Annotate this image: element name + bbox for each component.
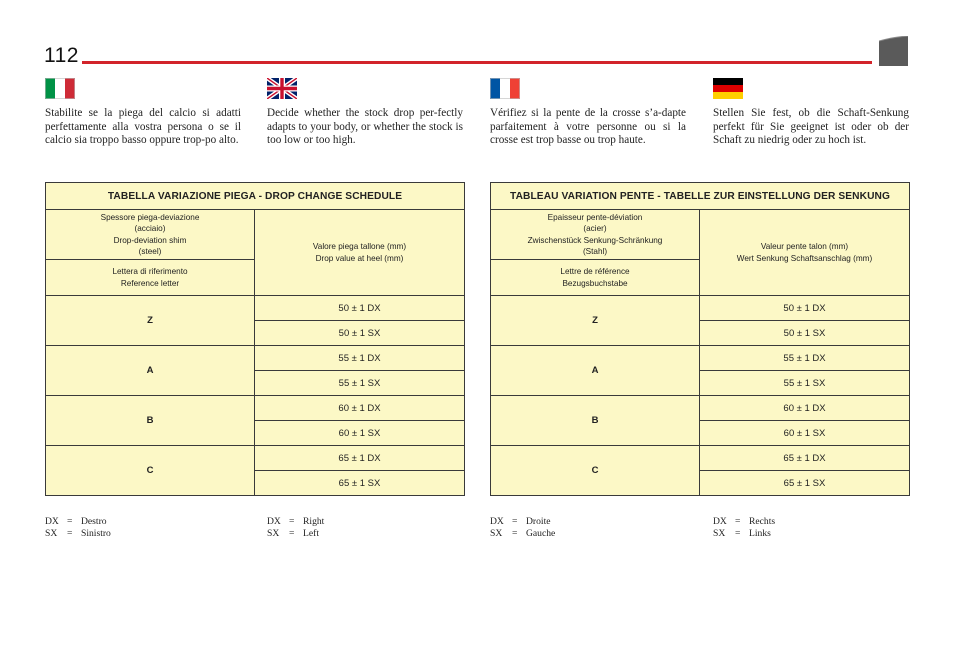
table-row [491, 396, 910, 421]
legend-abbr: SX [45, 528, 58, 539]
legend-equals: = [289, 516, 295, 527]
uk-flag-icon [267, 78, 297, 99]
drop-change-table-fr-de [490, 182, 910, 496]
drop-value: 50 ± 1 SX [700, 321, 910, 346]
legend-abbr: DX [490, 516, 504, 527]
legend-meaning: Gauche [526, 528, 556, 539]
value-header-line: Wert Senkung Schaftsanschlag (mm) [736, 253, 873, 263]
table-row [46, 346, 465, 371]
table-row [491, 296, 910, 321]
reference-header-line: Lettre de référence [560, 267, 630, 276]
reference-header-line: Reference letter [120, 278, 180, 288]
legend-meaning: Sinistro [81, 528, 111, 539]
legend-abbr: DX [45, 516, 59, 527]
legend-german [713, 516, 775, 540]
reference-letter: A [491, 346, 700, 396]
reference-letter: Z [491, 296, 700, 346]
corner-tab-icon [879, 36, 908, 66]
value-header [255, 210, 465, 296]
table-row [491, 346, 910, 371]
italian-flag-icon [45, 78, 75, 99]
value-header [700, 210, 910, 296]
legend-abbr: SX [713, 528, 726, 539]
legend-meaning: Droite [526, 516, 551, 527]
reference-letter: C [46, 446, 255, 496]
legend-meaning: Links [749, 528, 771, 539]
value-header-line: Valore piega tallone (mm) [312, 242, 407, 251]
legend-abbr: DX [267, 516, 281, 527]
table-row [46, 296, 465, 321]
table-row [491, 446, 910, 471]
shim-header-line: Epaisseur pente-déviation [547, 212, 643, 222]
table-row [46, 446, 465, 471]
drop-value: 55 ± 1 SX [700, 371, 910, 396]
shim-header-line: (acier) [583, 224, 607, 233]
reference-letter-header [491, 260, 700, 296]
reference-letter: A [46, 346, 255, 396]
reference-header-line: Bezugsbuchstabe [562, 278, 628, 288]
intro-text-german: Stellen Sie fest, ob die Schaft-Senkung perfekt für Sie geeignet ist oder ob der Schaft zu niedrig oder zu hoch ist. [713, 107, 909, 147]
value-header-line: Valeur pente talon (mm) [760, 242, 849, 251]
drop-value: 60 ± 1 SX [255, 421, 465, 446]
table-title: TABLEAU VARIATION PENTE - TABELLE ZUR EINSTELLUNG DER SENKUNG [491, 183, 910, 210]
legend-meaning: Right [303, 516, 325, 527]
table-title: TABELLA VARIAZIONE PIEGA - DROP CHANGE SCHEDULE [46, 183, 465, 210]
reference-letter: C [491, 446, 700, 496]
legend-equals: = [735, 528, 741, 539]
legend-meaning: Left [303, 528, 319, 539]
reference-letter-header [46, 260, 255, 296]
value-header-line: Drop value at heel (mm) [315, 253, 404, 263]
reference-header-line: Lettera di riferimento [112, 267, 188, 276]
legend-abbr: SX [490, 528, 503, 539]
drop-value: 60 ± 1 DX [255, 396, 465, 421]
legend-italian [45, 516, 111, 540]
legend-equals: = [512, 516, 518, 527]
legend-abbr: DX [713, 516, 727, 527]
header-rule [82, 61, 872, 64]
french-flag-icon [490, 78, 520, 99]
drop-value: 65 ± 1 DX [700, 446, 910, 471]
drop-value: 55 ± 1 DX [700, 346, 910, 371]
shim-header-line: (Stahl) [582, 247, 608, 256]
legend-english [267, 516, 324, 540]
legend-equals: = [67, 528, 73, 539]
drop-value: 60 ± 1 DX [700, 396, 910, 421]
shim-header-line: Spessore piega-deviazione [100, 212, 200, 222]
legend-equals: = [67, 516, 73, 527]
drop-value: 65 ± 1 DX [255, 446, 465, 471]
page-number: 112 [44, 44, 79, 67]
intro-text-italian: Stabilite se la piega del calcio si adatti perfettamente alla vostra persona o se il calcio sia troppo basso oppure trop-po alto. [45, 107, 241, 147]
drop-value: 60 ± 1 SX [700, 421, 910, 446]
drop-change-table-it-en [45, 182, 465, 496]
drop-value: 50 ± 1 SX [255, 321, 465, 346]
shim-header-line: Drop-deviation shim [113, 235, 187, 245]
shim-header-line: (steel) [138, 247, 162, 256]
drop-value: 55 ± 1 DX [255, 346, 465, 371]
reference-letter: B [491, 396, 700, 446]
shim-header [46, 210, 255, 260]
legend-french [490, 516, 555, 540]
drop-value: 65 ± 1 SX [700, 471, 910, 496]
table-row [46, 396, 465, 421]
drop-value: 50 ± 1 DX [255, 296, 465, 321]
reference-letter: B [46, 396, 255, 446]
reference-letter: Z [46, 296, 255, 346]
legend-equals: = [735, 516, 741, 527]
legend-meaning: Destro [81, 516, 107, 527]
shim-header [491, 210, 700, 260]
drop-value: 55 ± 1 SX [255, 371, 465, 396]
german-flag-icon [713, 78, 743, 99]
shim-header-line: (acciaio) [134, 224, 166, 233]
legend-equals: = [289, 528, 295, 539]
intro-text-english: Decide whether the stock drop per-fectly adapts to your body, or whether the stock is too low or too high. [267, 107, 463, 147]
legend-abbr: SX [267, 528, 280, 539]
drop-value: 50 ± 1 DX [700, 296, 910, 321]
intro-text-french: Vérifiez si la pente de la crosse s’a-dapte parfaitement à votre personne ou si la crosse est trop basse ou trop haute. [490, 107, 686, 147]
drop-value: 65 ± 1 SX [255, 471, 465, 496]
legend-meaning: Rechts [749, 516, 776, 527]
shim-header-line: Zwischenstück Senkung-Schränkung [527, 235, 663, 245]
legend-equals: = [512, 528, 518, 539]
